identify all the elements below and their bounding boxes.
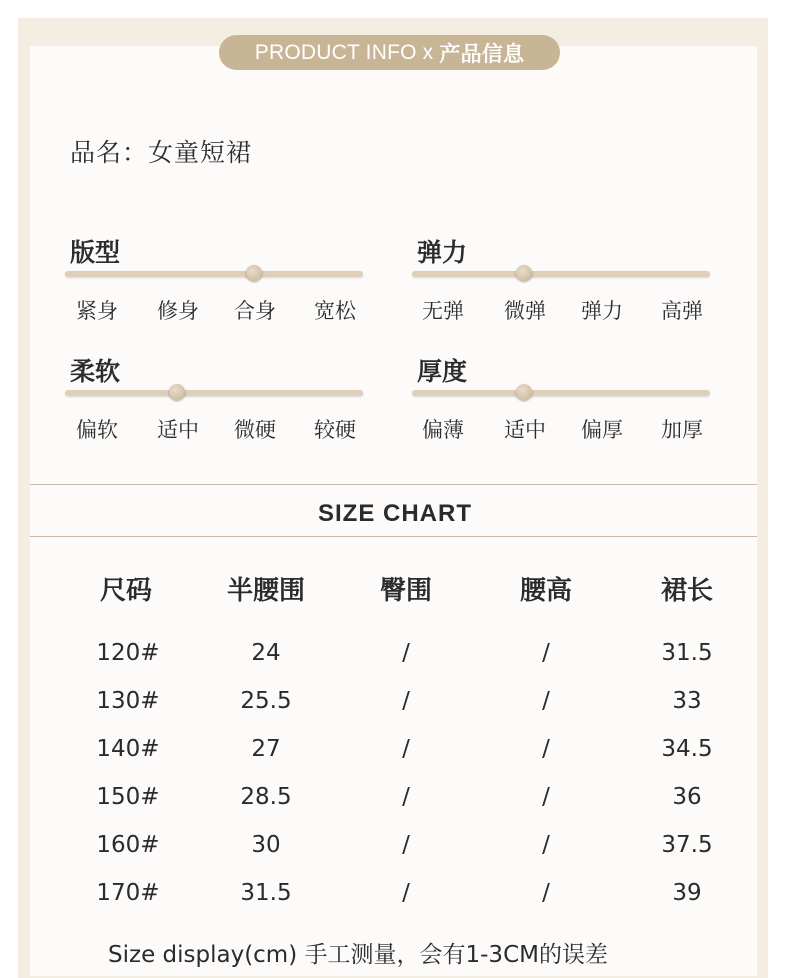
size-chart-cell: 160#	[96, 832, 160, 858]
size-chart-cell: 150#	[96, 784, 160, 810]
attribute-title: 弹力	[417, 238, 468, 267]
size-chart-cell: 33	[672, 688, 702, 714]
size-chart-cell: /	[402, 736, 410, 762]
attribute-indicator	[246, 265, 262, 281]
attribute-track	[412, 390, 710, 396]
attribute-level: 微弹	[504, 299, 546, 323]
badge-cn-label: 产品信息	[439, 41, 525, 66]
size-chart-header: 臀围	[379, 576, 432, 606]
divider-top	[30, 484, 757, 485]
attribute-level: 偏薄	[422, 418, 464, 442]
size-chart-cell: 27	[251, 736, 281, 762]
size-chart-cell: 140#	[96, 736, 160, 762]
attribute-level: 合身	[234, 299, 276, 323]
size-chart-cell: /	[542, 784, 550, 810]
attribute-level: 适中	[504, 418, 546, 442]
size-chart-cell: 24	[251, 640, 281, 666]
size-chart-cell: /	[402, 880, 410, 906]
size-chart-cell: /	[402, 688, 410, 714]
size-chart-cell: 34.5	[661, 736, 713, 762]
size-chart-cell: 37.5	[661, 832, 713, 858]
size-chart-cell: /	[542, 688, 550, 714]
size-chart-header: 半腰围	[226, 576, 305, 606]
size-chart-cell: 25.5	[240, 688, 292, 714]
attribute-title: 厚度	[417, 357, 468, 386]
size-chart-cell: 36	[672, 784, 702, 810]
section-badge	[219, 35, 560, 70]
attribute-level: 偏厚	[581, 418, 623, 442]
attribute-level: 修身	[157, 299, 199, 323]
size-chart-cell: 170#	[96, 880, 160, 906]
size-chart-header: 裙长	[660, 576, 713, 606]
attribute-title: 版型	[70, 238, 121, 267]
product-name: 品名：女童短裙	[70, 138, 253, 167]
attribute-level: 适中	[157, 418, 199, 442]
size-chart-cell: /	[402, 640, 410, 666]
attribute-track	[412, 271, 710, 277]
badge-en-label: PRODUCT INFO x	[254, 40, 434, 64]
attribute-level: 宽松	[314, 299, 356, 323]
attribute-level: 较硬	[314, 418, 356, 442]
attribute-level: 偏软	[76, 418, 118, 442]
attribute-level: 微硬	[234, 418, 276, 442]
attribute-track	[65, 390, 363, 396]
size-chart-cell: 130#	[96, 688, 160, 714]
size-chart-cell: /	[542, 832, 550, 858]
attribute-level: 加厚	[661, 418, 703, 442]
size-chart-cell: /	[542, 640, 550, 666]
size-chart-cell: 31.5	[240, 880, 292, 906]
size-chart-cell: 30	[251, 832, 281, 858]
size-chart-cell: 28.5	[240, 784, 292, 810]
attribute-track	[65, 271, 363, 277]
attribute-indicator	[516, 265, 532, 281]
size-chart-header: 腰高	[519, 576, 572, 606]
size-chart-cell: /	[402, 832, 410, 858]
attribute-indicator	[169, 384, 185, 400]
size-chart-cell: /	[542, 880, 550, 906]
attribute-indicator	[516, 384, 532, 400]
attribute-level: 高弹	[661, 299, 703, 323]
divider-bottom	[30, 536, 757, 537]
attribute-level: 弹力	[581, 299, 623, 323]
size-chart-header: 尺码	[99, 576, 152, 606]
size-chart-cell: 120#	[96, 640, 160, 666]
size-chart-cell: /	[542, 736, 550, 762]
size-chart-cell: 39	[672, 880, 702, 906]
attribute-level: 紧身	[76, 299, 118, 323]
attribute-level: 无弹	[422, 299, 464, 323]
size-chart-cell: /	[402, 784, 410, 810]
attribute-title: 柔软	[70, 357, 121, 386]
size-chart-title: SIZE CHART	[318, 500, 472, 527]
size-chart-cell: 31.5	[661, 640, 713, 666]
size-footnote: Size display(cm) 手工测量，会有1-3CM的误差	[108, 942, 608, 968]
